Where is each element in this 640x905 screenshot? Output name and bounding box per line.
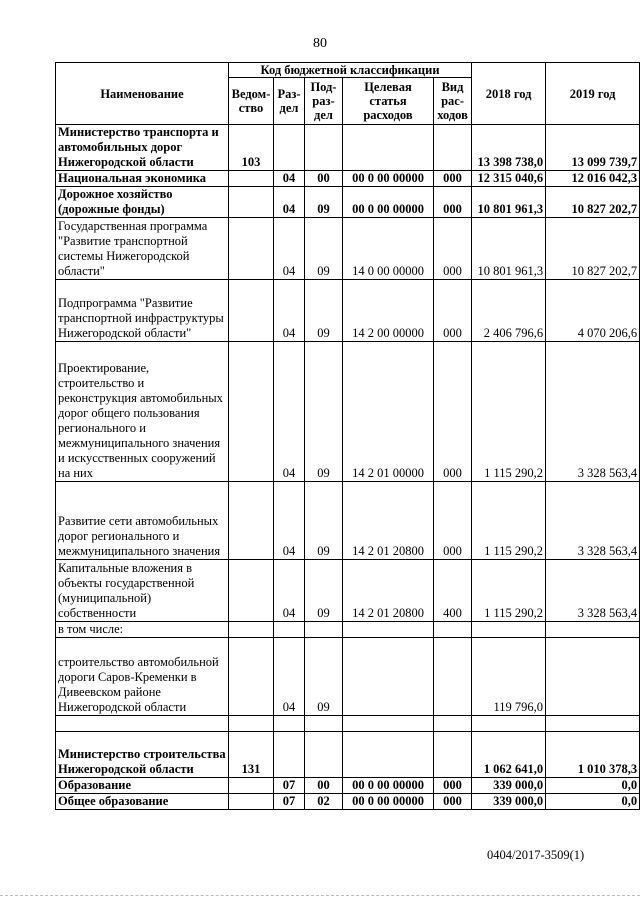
header-expense-type: Вид рас-ходов bbox=[434, 78, 472, 125]
cell-name: строительство автомобильной дороги Саров-Кременки в Дивеевском районе Нижегородской области bbox=[56, 638, 229, 716]
cell-razdel: 04 bbox=[274, 482, 305, 560]
cell-name: Капитальные вложения в объекты государственной (муниципальной) собственности bbox=[56, 560, 229, 622]
cell-target-article bbox=[343, 622, 434, 638]
cell-vedomstvo bbox=[229, 716, 274, 732]
cell-podrazdel bbox=[305, 125, 343, 171]
header-podrazdel: Под-раз-дел bbox=[305, 78, 343, 125]
table-row bbox=[56, 732, 640, 778]
cell-2018: 2 406 796,6 bbox=[472, 280, 546, 342]
header-name: Наименование bbox=[56, 63, 229, 125]
header-vedomstvo: Ведом-ство bbox=[229, 78, 274, 125]
cell-name: Развитие сети автомобильных дорог регионального и межмуниципального значения bbox=[56, 482, 229, 560]
header-classification-group: Код бюджетной классификации bbox=[229, 63, 472, 78]
cell-target-article bbox=[343, 716, 434, 732]
cell-expense-type: 000 bbox=[434, 280, 472, 342]
cell-razdel: 04 bbox=[274, 280, 305, 342]
cell-2018: 10 801 961,3 bbox=[472, 218, 546, 280]
cell-podrazdel: 09 bbox=[305, 280, 343, 342]
cell-2018: 339 000,0 bbox=[472, 778, 546, 794]
cell-2018: 12 315 040,6 bbox=[472, 171, 546, 187]
table-row bbox=[56, 187, 640, 218]
cell-podrazdel: 09 bbox=[305, 342, 343, 482]
cell-2018 bbox=[472, 716, 546, 732]
cell-2018: 10 801 961,3 bbox=[472, 187, 546, 218]
cell-podrazdel: 09 bbox=[305, 187, 343, 218]
cell-razdel: 04 bbox=[274, 560, 305, 622]
cell-target-article: 14 2 01 20800 bbox=[343, 482, 434, 560]
cell-name: Министерство строительства Нижегородской области bbox=[56, 732, 229, 778]
table-row bbox=[56, 280, 640, 342]
cell-vedomstvo: 131 bbox=[229, 732, 274, 778]
cell-target-article bbox=[343, 125, 434, 171]
cell-name: Дорожное хозяйство (дорожные фонды) bbox=[56, 187, 229, 218]
cell-vedomstvo bbox=[229, 342, 274, 482]
cell-vedomstvo bbox=[229, 218, 274, 280]
cell-podrazdel: 09 bbox=[305, 482, 343, 560]
cell-expense-type: 400 bbox=[434, 560, 472, 622]
table-row bbox=[56, 218, 640, 280]
cell-vedomstvo bbox=[229, 187, 274, 218]
cell-2019 bbox=[546, 716, 640, 732]
cell-expense-type: 000 bbox=[434, 218, 472, 280]
cell-razdel: 04 bbox=[274, 187, 305, 218]
cell-2018: 13 398 738,0 bbox=[472, 125, 546, 171]
table-row bbox=[56, 482, 640, 560]
cell-target-article: 14 2 00 00000 bbox=[343, 280, 434, 342]
cell-podrazdel: 09 bbox=[305, 218, 343, 280]
cell-expense-type bbox=[434, 716, 472, 732]
cell-vedomstvo: 103 bbox=[229, 125, 274, 171]
cell-target-article: 14 2 01 20800 bbox=[343, 560, 434, 622]
cell-vedomstvo bbox=[229, 794, 274, 810]
cell-podrazdel: 00 bbox=[305, 171, 343, 187]
cell-2018: 1 115 290,2 bbox=[472, 560, 546, 622]
cell-target-article bbox=[343, 732, 434, 778]
cell-expense-type: 000 bbox=[434, 778, 472, 794]
cell-2019: 3 328 563,4 bbox=[546, 342, 640, 482]
cell-2019: 1 010 378,3 bbox=[546, 732, 640, 778]
cell-razdel: 04 bbox=[274, 171, 305, 187]
cell-name: Министерство транспорта и автомобильных дорог Нижегородской области bbox=[56, 125, 229, 171]
table-row bbox=[56, 716, 640, 732]
cell-2018: 1 115 290,2 bbox=[472, 482, 546, 560]
cell-target-article: 14 0 00 00000 bbox=[343, 218, 434, 280]
cell-2019: 4 070 206,6 bbox=[546, 280, 640, 342]
cell-podrazdel: 02 bbox=[305, 794, 343, 810]
table-row bbox=[56, 125, 640, 171]
document-code: 0404/2017-3509(1) bbox=[487, 848, 585, 862]
table-row bbox=[56, 342, 640, 482]
cell-razdel bbox=[274, 716, 305, 732]
cell-vedomstvo bbox=[229, 778, 274, 794]
cell-vedomstvo bbox=[229, 482, 274, 560]
cell-vedomstvo bbox=[229, 280, 274, 342]
cell-razdel: 04 bbox=[274, 638, 305, 716]
cell-name: в том числе: bbox=[56, 622, 229, 638]
cell-podrazdel bbox=[305, 716, 343, 732]
cell-expense-type bbox=[434, 125, 472, 171]
cell-2018: 119 796,0 bbox=[472, 638, 546, 716]
cell-expense-type: 000 bbox=[434, 171, 472, 187]
cell-podrazdel bbox=[305, 732, 343, 778]
budget-table bbox=[55, 62, 640, 810]
cell-razdel bbox=[274, 125, 305, 171]
cell-2019: 0,0 bbox=[546, 778, 640, 794]
table-row bbox=[56, 622, 640, 638]
cell-name: Образование bbox=[56, 778, 229, 794]
cell-target-article: 14 2 01 00000 bbox=[343, 342, 434, 482]
cell-2019 bbox=[546, 622, 640, 638]
cell-name: Проектирование, строительство и реконструкция автомобильных дорог общего пользования регионального и межмуниципального значения и искусственных сооружений на них bbox=[56, 342, 229, 482]
cell-target-article: 00 0 00 00000 bbox=[343, 187, 434, 218]
cell-vedomstvo bbox=[229, 171, 274, 187]
cell-expense-type bbox=[434, 622, 472, 638]
cell-2019: 10 827 202,7 bbox=[546, 218, 640, 280]
header-target-article: Целевая статья расходов bbox=[343, 78, 434, 125]
cell-2019: 3 328 563,4 bbox=[546, 560, 640, 622]
cell-2019: 3 328 563,4 bbox=[546, 482, 640, 560]
cell-target-article: 00 0 00 00000 bbox=[343, 171, 434, 187]
table-row bbox=[56, 171, 640, 187]
cell-razdel: 04 bbox=[274, 342, 305, 482]
cell-expense-type bbox=[434, 638, 472, 716]
cell-2019: 0,0 bbox=[546, 794, 640, 810]
cell-podrazdel: 09 bbox=[305, 638, 343, 716]
cell-2018: 1 062 641,0 bbox=[472, 732, 546, 778]
cell-podrazdel: 00 bbox=[305, 778, 343, 794]
cell-name bbox=[56, 716, 229, 732]
cell-vedomstvo bbox=[229, 560, 274, 622]
cell-podrazdel: 09 bbox=[305, 560, 343, 622]
cell-expense-type: 000 bbox=[434, 342, 472, 482]
cell-expense-type bbox=[434, 732, 472, 778]
cell-2019: 10 827 202,7 bbox=[546, 187, 640, 218]
page-edge-divider bbox=[0, 895, 640, 896]
cell-target-article: 00 0 00 00000 bbox=[343, 794, 434, 810]
cell-target-article bbox=[343, 638, 434, 716]
header-2019: 2019 год bbox=[546, 63, 640, 125]
table-row bbox=[56, 778, 640, 794]
cell-name: Подпрограмма "Развитие транспортной инфраструктуры Нижегородской области" bbox=[56, 280, 229, 342]
cell-2019 bbox=[546, 638, 640, 716]
cell-expense-type: 000 bbox=[434, 794, 472, 810]
cell-name: Государственная программа "Развитие транспортной системы Нижегородской области" bbox=[56, 218, 229, 280]
cell-2018 bbox=[472, 622, 546, 638]
header-razdel: Раз-дел bbox=[274, 78, 305, 125]
cell-name: Национальная экономика bbox=[56, 171, 229, 187]
page-number: 80 bbox=[313, 36, 327, 51]
table-row bbox=[56, 638, 640, 716]
cell-target-article: 00 0 00 00000 bbox=[343, 778, 434, 794]
cell-razdel: 07 bbox=[274, 794, 305, 810]
cell-2018: 1 115 290,2 bbox=[472, 342, 546, 482]
header-2018: 2018 год bbox=[472, 63, 546, 125]
table-body bbox=[56, 125, 640, 810]
cell-expense-type: 000 bbox=[434, 187, 472, 218]
table-row bbox=[56, 794, 640, 810]
table-row bbox=[56, 560, 640, 622]
cell-2019: 12 016 042,3 bbox=[546, 171, 640, 187]
cell-vedomstvo bbox=[229, 638, 274, 716]
cell-expense-type: 000 bbox=[434, 482, 472, 560]
cell-razdel bbox=[274, 622, 305, 638]
cell-razdel: 07 bbox=[274, 778, 305, 794]
cell-2018: 339 000,0 bbox=[472, 794, 546, 810]
cell-vedomstvo bbox=[229, 622, 274, 638]
cell-name: Общее образование bbox=[56, 794, 229, 810]
cell-podrazdel bbox=[305, 622, 343, 638]
cell-razdel: 04 bbox=[274, 218, 305, 280]
cell-razdel bbox=[274, 732, 305, 778]
cell-2019: 13 099 739,7 bbox=[546, 125, 640, 171]
